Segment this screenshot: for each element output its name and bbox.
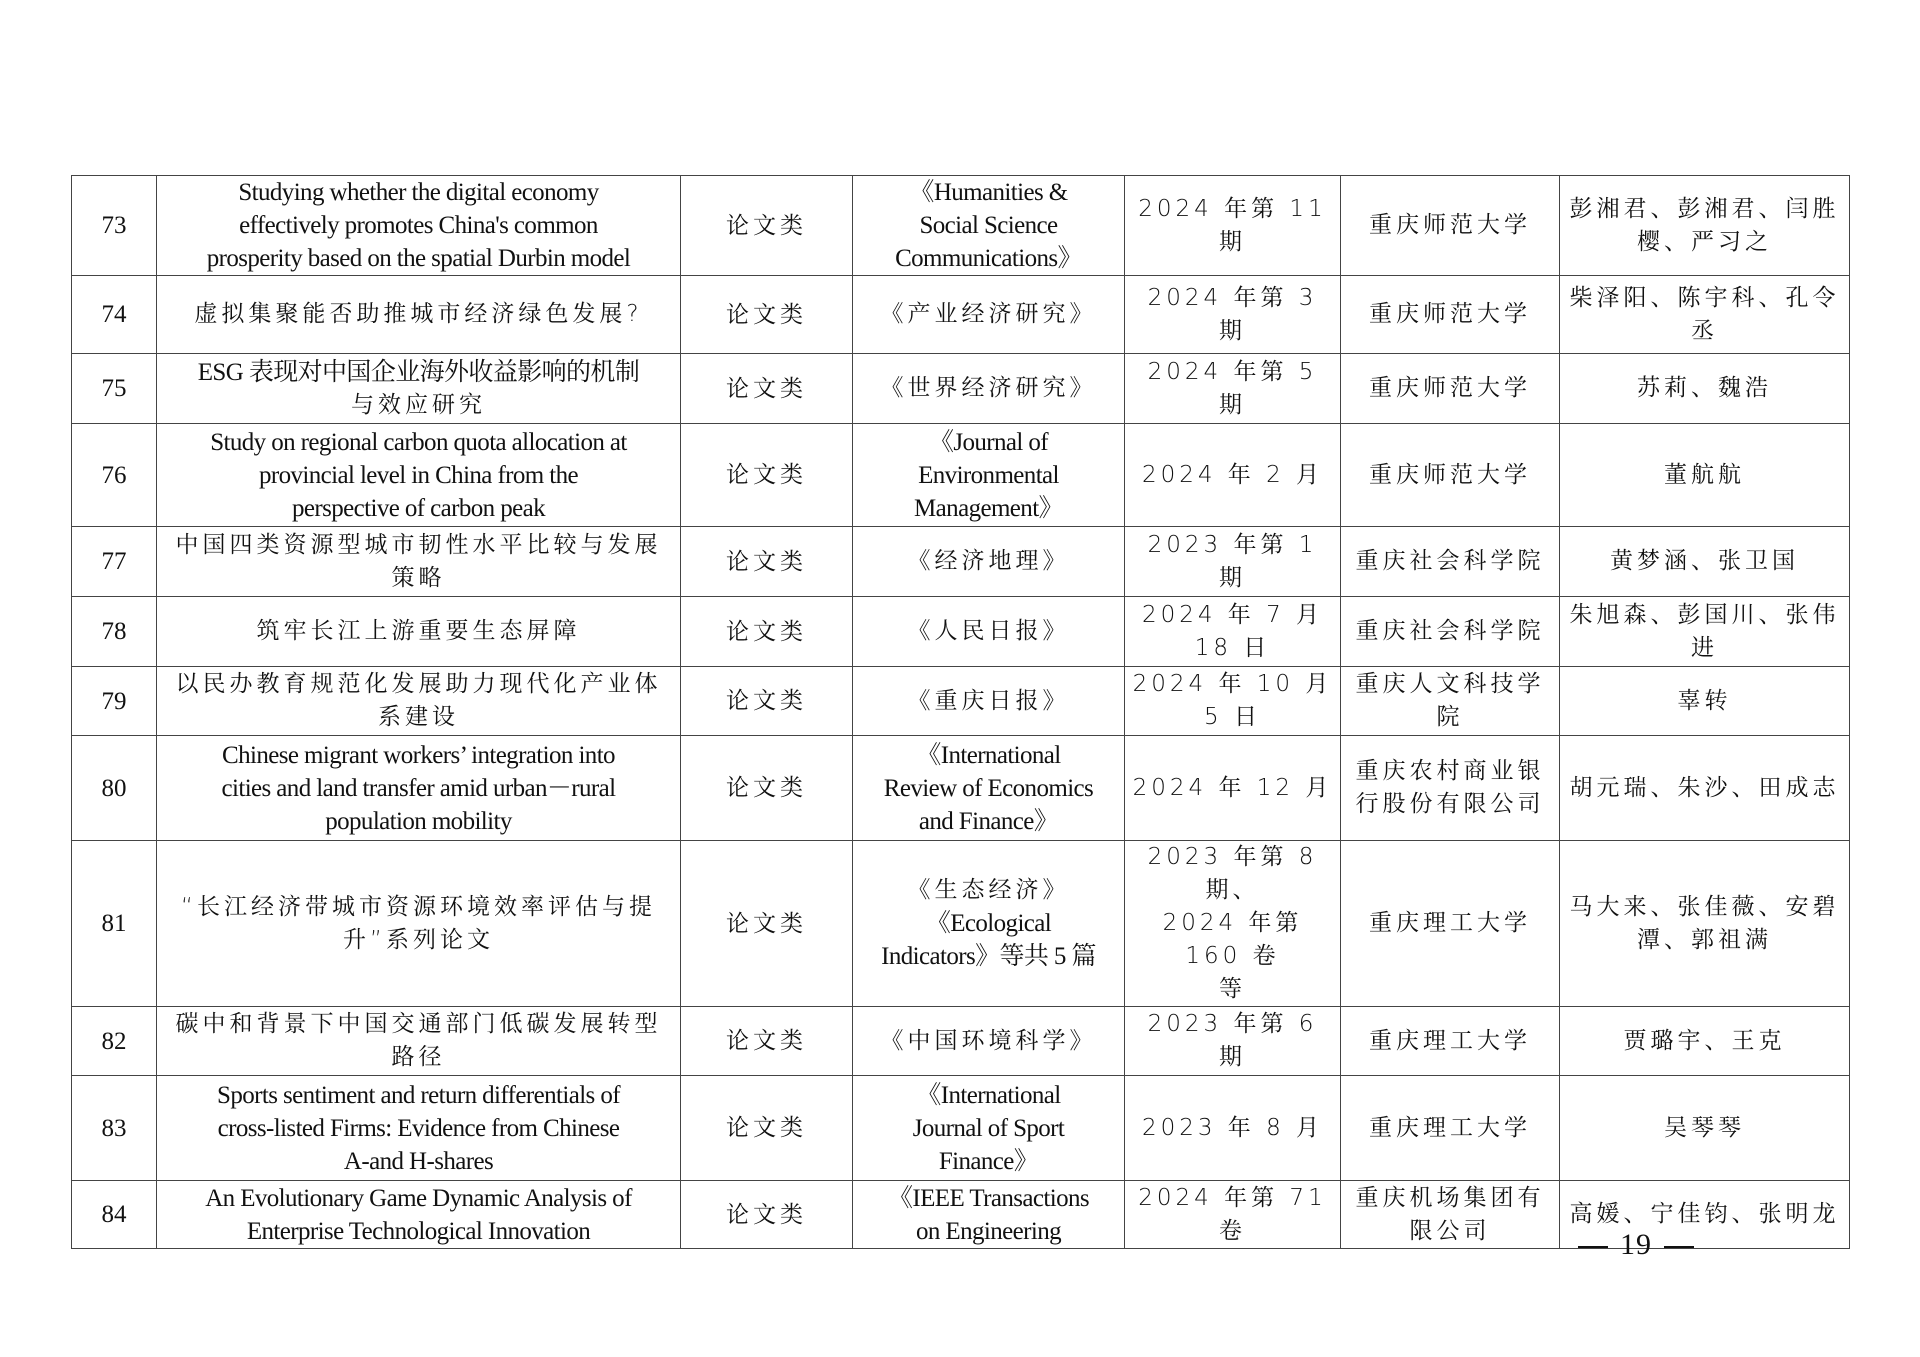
date-cell [1125, 1181, 1341, 1249]
row-number-text: 77 [101, 548, 127, 575]
journal-line: 《重庆日报》 [907, 687, 1070, 714]
title-cell [157, 527, 681, 597]
date-cell [1125, 1076, 1341, 1181]
organization-line: 重庆社会科学院 [1355, 548, 1545, 574]
table-row [72, 176, 1850, 276]
date-line: 2024 年 2 月 [1141, 461, 1324, 488]
journal-cell [853, 424, 1125, 527]
table-row [72, 354, 1850, 424]
date-line: 等 [1219, 976, 1246, 1002]
row-number-text: 76 [101, 461, 127, 489]
organization-line: 重庆社会科学院 [1355, 618, 1545, 644]
category-cell [681, 667, 853, 736]
row-number-text: 74 [101, 301, 127, 328]
title-line: 系建设 [378, 704, 459, 730]
title-line: perspective of carbon peak [291, 494, 546, 522]
category-text: 论文类 [726, 688, 807, 714]
journal-line: 《产业经济研究》 [880, 301, 1097, 327]
row-number-text: 82 [101, 1027, 127, 1055]
title-line: “长江经济带城市资源环境效率评估与提 [181, 893, 656, 920]
journal-line: 《International [916, 1081, 1061, 1109]
organization-cell [1341, 527, 1560, 597]
journal-line: Review of Economics [883, 774, 1094, 802]
journal-line: 《Ecological [925, 910, 1052, 937]
row-number-cell [72, 527, 157, 597]
authors-cell [1560, 667, 1850, 736]
row-number-text: 80 [101, 774, 127, 802]
organization-line: 重庆农村商业银 [1355, 758, 1545, 784]
page-number-dash-left [1578, 1246, 1608, 1248]
row-number-cell [72, 354, 157, 424]
journal-line: 《中国环境科学》 [880, 1027, 1097, 1054]
authors-cell [1560, 736, 1850, 841]
authors-line: 黄梦涵、张卫国 [1610, 548, 1799, 574]
authors-line: 辜转 [1677, 687, 1732, 714]
journal-line: Finance》 [938, 1147, 1039, 1175]
page-number-dash-right [1664, 1246, 1694, 1248]
title-line: An Evolutionary Game Dynamic Analysis of [205, 1184, 632, 1212]
table-row [72, 841, 1850, 1007]
journal-line: on Engineering [915, 1217, 1062, 1245]
authors-line: 董航航 [1664, 461, 1745, 488]
title-line: Chinese migrant workers’ integration into [222, 741, 615, 769]
authors-line: 潭、郭祖满 [1637, 926, 1772, 953]
title-line: provincial level in China from the [258, 461, 579, 489]
category-text: 论文类 [726, 1028, 807, 1054]
row-number-text: 84 [101, 1201, 127, 1228]
category-text: 论文类 [726, 548, 807, 575]
category-cell [681, 424, 853, 527]
category-cell [681, 176, 853, 276]
category-cell [681, 736, 853, 841]
journal-line: 《生态经济》 [907, 877, 1070, 903]
journal-cell [853, 736, 1125, 841]
date-line: 2024 年 12 月 [1132, 774, 1333, 801]
journal-line: 《世界经济研究》 [880, 375, 1097, 401]
title-line: prosperity based on the spatial Durbin model [206, 245, 631, 272]
table-row [72, 276, 1850, 354]
row-number-text: 83 [101, 1114, 127, 1142]
journal-line: 《人民日报》 [907, 618, 1070, 644]
organization-cell [1341, 597, 1560, 667]
category-cell [681, 841, 853, 1007]
organization-line: 重庆理工大学 [1369, 910, 1531, 936]
title-cell [157, 597, 681, 667]
category-text: 论文类 [726, 301, 807, 328]
organization-line: 重庆机场集团有 [1355, 1184, 1545, 1211]
journal-cell [853, 667, 1125, 736]
journal-cell [853, 597, 1125, 667]
authors-cell [1560, 424, 1850, 527]
row-number-cell [72, 1076, 157, 1181]
title-cell [157, 1007, 681, 1076]
journal-line: Management》 [914, 494, 1063, 522]
date-line: 2023 年第 1 期 [1147, 531, 1318, 591]
category-text: 论文类 [726, 462, 807, 488]
date-cell [1125, 1007, 1341, 1076]
title-cell [157, 354, 681, 424]
row-number-text: 78 [101, 618, 127, 645]
date-cell [1125, 841, 1341, 1007]
category-cell [681, 1076, 853, 1181]
journal-line: 《经济地理》 [907, 548, 1070, 574]
date-line: 2023 年第 6 期 [1147, 1011, 1318, 1070]
title-line: cities and land transfer amid urban－rural [221, 774, 616, 802]
journal-line: 《Journal of [928, 428, 1049, 456]
date-cell [1125, 424, 1341, 527]
organization-cell [1341, 667, 1560, 736]
organization-line: 行股份有限公司 [1355, 791, 1545, 817]
organization-line: 院 [1436, 704, 1464, 730]
organization-cell [1341, 736, 1560, 841]
category-text: 论文类 [726, 775, 807, 801]
title-line: 碳中和背景下中国交通部门低碳发展转型 [175, 1011, 662, 1037]
organization-cell [1341, 354, 1560, 424]
table-row [72, 1007, 1850, 1076]
organization-line: 重庆人文科技学 [1355, 671, 1545, 697]
title-line: 与效应研究 [351, 391, 486, 418]
journal-cell [853, 176, 1125, 276]
title-line: ESG 表现对中国企业海外收益影响的机制 [197, 358, 640, 386]
journal-line: Journal of Sport [912, 1114, 1065, 1142]
table-body [72, 176, 1850, 1249]
table-row [72, 424, 1850, 527]
category-cell [681, 527, 853, 597]
organization-cell [1341, 1007, 1560, 1076]
authors-cell [1560, 841, 1850, 1007]
authors-line: 朱旭森、彭国川、张伟 [1569, 601, 1840, 628]
authors-cell [1560, 354, 1850, 424]
journal-line: and Finance》 [918, 807, 1059, 835]
journal-cell [853, 1181, 1125, 1249]
organization-line: 重庆师范大学 [1369, 461, 1531, 488]
authors-cell [1560, 527, 1850, 597]
authors-line: 柴泽阳、陈宇科、孔令 [1569, 284, 1840, 311]
journal-line: 《IEEE Transactions [888, 1184, 1089, 1212]
authors-cell [1560, 597, 1850, 667]
row-number-text: 79 [101, 687, 127, 715]
title-line: 中国四类资源型城市韧性水平比较与发展 [175, 531, 662, 558]
date-cell [1125, 527, 1341, 597]
journal-line: Communications》 [895, 245, 1082, 272]
organization-line: 重庆师范大学 [1369, 301, 1531, 327]
awards-table [71, 175, 1850, 1249]
organization-cell [1341, 176, 1560, 276]
title-line: 路径 [391, 1044, 446, 1070]
journal-line: Social Science [919, 212, 1058, 239]
organization-line: 重庆理工大学 [1369, 1114, 1531, 1141]
title-line: population mobility [325, 807, 512, 835]
authors-line: 苏莉、魏浩 [1637, 375, 1772, 401]
authors-line: 丞 [1691, 317, 1718, 344]
authors-line: 彭湘君、彭湘君、闫胜 [1569, 195, 1840, 222]
journal-cell [853, 1076, 1125, 1181]
organization-cell [1341, 424, 1560, 527]
title-line: 筑牢长江上游重要生态屏障 [256, 618, 581, 644]
title-cell [157, 841, 681, 1007]
table-row [72, 736, 1850, 841]
title-cell [157, 736, 681, 841]
title-line: 以民办教育规范化发展助力现代化产业体 [175, 671, 662, 697]
authors-cell [1560, 176, 1850, 276]
journal-line: 《Humanities & [909, 179, 1068, 206]
date-line: 2024 年第 3 期 [1147, 284, 1318, 344]
category-cell [681, 597, 853, 667]
authors-line: 吴琴琴 [1664, 1114, 1745, 1141]
title-line: A-and H-shares [343, 1147, 494, 1175]
row-number-cell [72, 276, 157, 354]
category-text: 论文类 [726, 618, 807, 645]
category-text: 论文类 [726, 212, 807, 239]
authors-line: 胡元瑞、朱沙、田成志 [1569, 774, 1840, 801]
table-row [72, 1076, 1850, 1181]
title-cell [157, 1181, 681, 1249]
authors-cell [1560, 276, 1850, 354]
journal-cell [853, 841, 1125, 1007]
title-line: 策略 [391, 564, 446, 591]
category-text: 论文类 [726, 1115, 807, 1141]
row-number-cell [72, 667, 157, 736]
journal-cell [853, 1007, 1125, 1076]
table-row [72, 527, 1850, 597]
date-cell [1125, 176, 1341, 276]
authors-line: 樱、严习之 [1637, 228, 1772, 255]
page-number-value: 19 [1620, 1228, 1652, 1261]
organization-cell [1341, 276, 1560, 354]
organization-line: 重庆师范大学 [1369, 212, 1531, 238]
title-cell [157, 276, 681, 354]
category-cell [681, 354, 853, 424]
date-line: 2024 年第 11 期 [1138, 195, 1327, 255]
row-number-cell [72, 176, 157, 276]
date-cell [1125, 667, 1341, 736]
page-number [1566, 1226, 1706, 1264]
category-cell [681, 276, 853, 354]
journal-line: 《International [916, 741, 1061, 769]
row-number-text: 81 [101, 910, 127, 937]
row-number-text: 75 [101, 375, 127, 402]
category-text: 论文类 [726, 1201, 807, 1228]
date-cell [1125, 354, 1341, 424]
title-line: 升”系列论文 [343, 926, 494, 953]
journal-line: Environmental [918, 461, 1059, 489]
row-number-cell [72, 736, 157, 841]
date-line: 2023 年 8 月 [1141, 1114, 1324, 1141]
row-number-cell [72, 1181, 157, 1249]
title-cell [157, 424, 681, 527]
category-text: 论文类 [726, 375, 807, 402]
category-cell [681, 1007, 853, 1076]
authors-line: 进 [1691, 634, 1718, 661]
title-line: Enterprise Technological Innovation [246, 1217, 591, 1245]
date-line: 2024 年 10 月 5 日 [1132, 671, 1333, 730]
date-cell [1125, 736, 1341, 841]
organization-line: 限公司 [1409, 1217, 1491, 1244]
organization-line: 重庆理工大学 [1369, 1027, 1531, 1054]
title-cell [157, 667, 681, 736]
row-number-cell [72, 1007, 157, 1076]
journal-cell [853, 354, 1125, 424]
organization-cell [1341, 1181, 1560, 1249]
organization-cell [1341, 841, 1560, 1007]
authors-line: 贾璐宇、王克 [1623, 1027, 1786, 1054]
authors-cell [1560, 1007, 1850, 1076]
date-cell [1125, 597, 1341, 667]
organization-line: 重庆师范大学 [1369, 375, 1531, 401]
category-cell [681, 1181, 853, 1249]
journal-cell [853, 527, 1125, 597]
date-cell [1125, 276, 1341, 354]
journal-line: Indicators》等共 5 篇 [881, 943, 1096, 970]
authors-line: 马大来、张佳薇、安碧 [1569, 893, 1840, 920]
date-line: 2024 年第 5 期 [1147, 358, 1318, 418]
row-number-cell [72, 424, 157, 527]
date-line: 2024 年第 160 卷 [1162, 910, 1303, 969]
title-cell [157, 176, 681, 276]
title-line: cross-listed Firms: Evidence from Chinese [217, 1114, 620, 1142]
title-line: 虚拟集聚能否助推城市经济绿色发展? [194, 301, 643, 327]
title-line: Sports sentiment and return differentials of [217, 1081, 620, 1109]
authors-line: 高媛、宁佳钧、张明龙 [1569, 1201, 1840, 1227]
journal-cell [853, 276, 1125, 354]
row-number-text: 73 [101, 212, 127, 239]
row-number-cell [72, 597, 157, 667]
table-row [72, 667, 1850, 736]
title-line: effectively promotes China's common [239, 212, 598, 239]
title-cell [157, 1076, 681, 1181]
authors-cell [1560, 1076, 1850, 1181]
date-line: 2024 年第 71 卷 [1138, 1184, 1327, 1244]
row-number-cell [72, 841, 157, 1007]
table-row [72, 597, 1850, 667]
title-line: Study on regional carbon quota allocation at [210, 428, 627, 456]
category-text: 论文类 [726, 910, 807, 937]
date-line: 2024 年 7 月 18 日 [1141, 601, 1324, 661]
title-line: Studying whether the digital economy [238, 179, 599, 206]
date-line: 2023 年第 8 期、 [1147, 844, 1318, 903]
organization-cell [1341, 1076, 1560, 1181]
